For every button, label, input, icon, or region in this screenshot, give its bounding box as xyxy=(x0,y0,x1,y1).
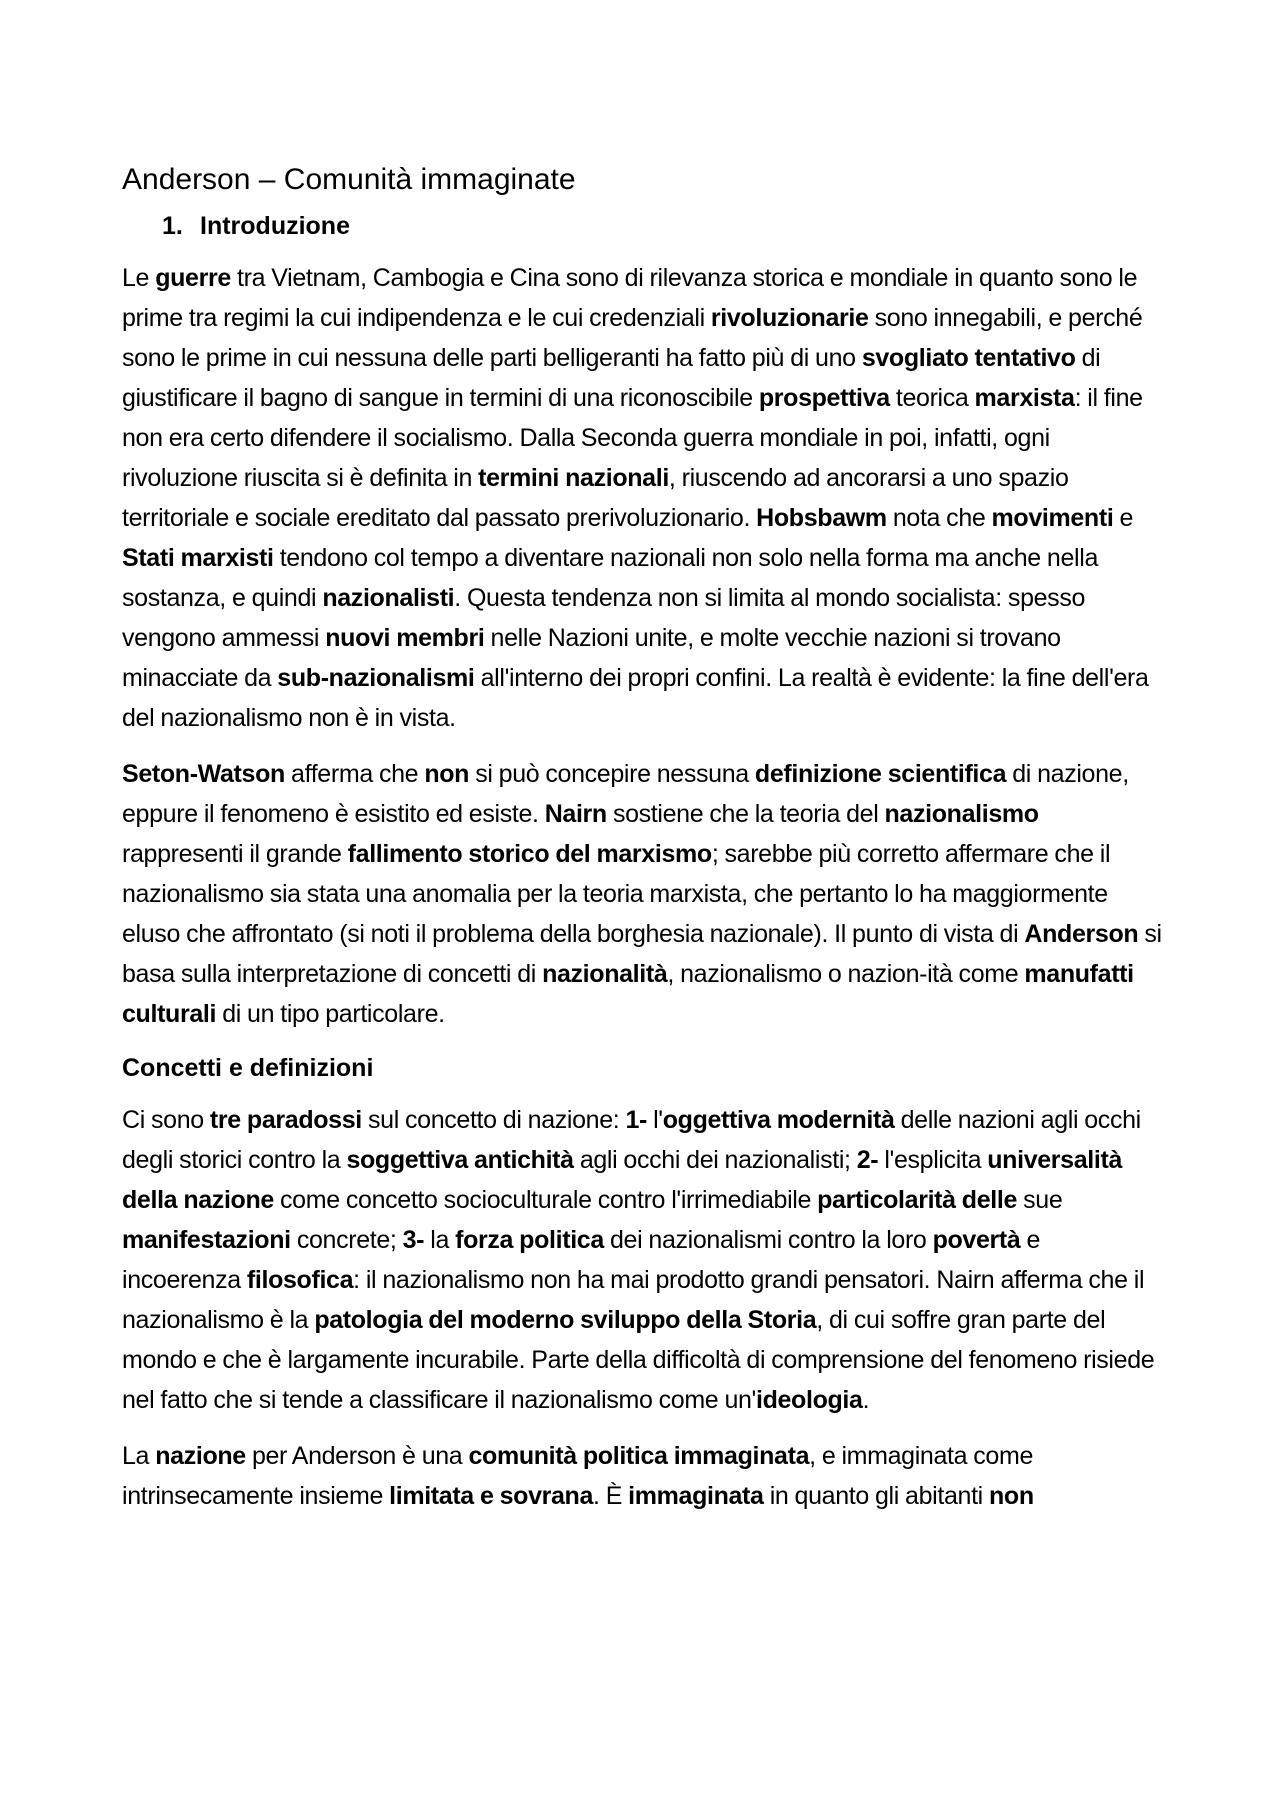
text-run: nelle Nazioni unite, e molte vecchie nazioni si trovano minacciate da xyxy=(122,624,1061,692)
text-run: sul concetto di nazione: xyxy=(361,1106,626,1134)
bold-run: tre paradossi xyxy=(209,1106,362,1134)
bold-run: limitata e sovrana xyxy=(389,1482,594,1510)
bold-run: 1- xyxy=(625,1106,647,1134)
text-run: l'esplicita xyxy=(878,1146,988,1174)
text-run: La xyxy=(122,1442,156,1470)
text-run: , e immaginata come intrinsecamente insieme xyxy=(122,1442,1034,1510)
text-run: di nazione, eppure il fenomeno è esistito ed esiste. xyxy=(122,760,1129,828)
text-run: , riuscendo ad ancorarsi a uno spazio territoriale e sociale ereditato dal passato prerivoluzionario. xyxy=(122,464,1069,532)
text-run: agli occhi dei nazionalisti; xyxy=(573,1146,857,1174)
bold-run: manufatti culturali xyxy=(122,960,1134,1028)
bold-run: 2- xyxy=(856,1146,879,1174)
bold-run: forza politica xyxy=(455,1226,604,1254)
text-run: si basa sulla interpretazione di concetti di xyxy=(122,920,1162,988)
text-run: concrete; xyxy=(290,1226,403,1254)
text-run: e xyxy=(1113,504,1134,532)
bold-run: Hobsbawm xyxy=(756,504,887,532)
bold-run: povertà xyxy=(932,1226,1021,1254)
bold-run: Nairn xyxy=(544,800,607,828)
text-run: : il fine non era certo difendere il socialismo. Dalla Seconda guerra mondiale in poi, infatti, ogni rivoluzione riuscita si è definita in xyxy=(122,384,1143,492)
text-run: teorica xyxy=(889,384,975,412)
bold-run: Stati marxisti xyxy=(122,544,274,572)
text-run: sue xyxy=(1017,1186,1063,1214)
bold-run: soggettiva antichità xyxy=(346,1146,574,1174)
text-run: Le xyxy=(122,264,156,292)
bold-run: sub-nazionalismi xyxy=(277,664,475,692)
bold-run: prospettiva xyxy=(758,384,890,412)
bold-run: universalità della nazione xyxy=(122,1146,1123,1214)
bold-run: guerre xyxy=(155,264,231,292)
text-run: l' xyxy=(647,1106,663,1134)
bold-run: nazionalisti xyxy=(322,584,455,612)
bold-run: nazione xyxy=(155,1442,246,1470)
bold-run: non xyxy=(988,1482,1034,1510)
text-run: , nazionalismo o nazion-ità come xyxy=(667,960,1025,988)
text-run: afferma che xyxy=(284,760,425,788)
text-run: come concetto socioculturale contro l'irrimediabile xyxy=(273,1186,818,1214)
paragraph-nazione xyxy=(122,1436,1162,1516)
bold-run: fallimento storico del marxismo xyxy=(347,840,712,868)
bold-run: Seton-Watson xyxy=(122,760,285,788)
text-run: , di cui soffre gran parte del mondo e che è largamente incurabile. Parte della difficoltà di comprensione del fenomeno risiede nel fatto che si tende a classificare il nazionalismo come un' xyxy=(122,1306,1155,1414)
text-run: e incoerenza xyxy=(122,1226,1041,1294)
text-run: all'interno dei propri confini. La realtà è evidente: la fine dell'era del nazionalismo non è in vista. xyxy=(122,664,1149,732)
text-run: si può concepire nessuna xyxy=(469,760,755,788)
text-run: dei nazionalismi contro la loro xyxy=(603,1226,933,1254)
text-run: in quanto gli abitanti xyxy=(763,1482,989,1510)
bold-run: marxista xyxy=(974,384,1075,412)
paragraph-paradossi xyxy=(122,1100,1162,1420)
text-run: tra Vietnam, Cambogia e Cina sono di rilevanza storica e mondiale in quanto sono le prime tra regimi la cui indipendenza e le cui credenziali xyxy=(122,264,1138,332)
bold-run: 3- xyxy=(402,1226,425,1254)
text-run: ; sarebbe più corretto affermare che il nazionalismo sia stata una anomalia per la teoria marxista, che pertanto lo ha maggiormente eluso che affrontato (si noti il problema della borghesia nazionale). Il punto di vista di xyxy=(122,840,1111,948)
bold-run: svogliato tentativo xyxy=(861,344,1076,372)
bold-run: patologia del moderno sviluppo della Storia xyxy=(314,1306,817,1334)
text-run: : il nazionalismo non ha mai prodotto grandi pensatori. Nairn afferma che il nazionalismo è la xyxy=(122,1266,1145,1334)
text-run: sostiene che la teoria del xyxy=(606,800,885,828)
text-run: rappresenti il grande xyxy=(122,840,348,868)
text-run: delle nazioni agli occhi degli storici contro la xyxy=(122,1106,1141,1174)
bold-run: termini nazionali xyxy=(478,464,669,492)
text-run: di giustificare il bagno di sangue in termini di una riconoscibile xyxy=(122,344,1101,412)
bold-run: rivoluzionarie xyxy=(710,304,869,332)
bold-run: ideologia xyxy=(755,1386,863,1414)
bold-run: non xyxy=(424,760,470,788)
text-run: per Anderson è una xyxy=(245,1442,469,1470)
bold-run: oggettiva modernità xyxy=(662,1106,895,1134)
text-run: la xyxy=(424,1226,456,1254)
bold-run: Anderson xyxy=(1024,920,1139,948)
text-run: Ci sono xyxy=(122,1106,210,1134)
bold-run: comunità politica immaginata xyxy=(468,1442,810,1470)
bold-run: definizione scientifica xyxy=(754,760,1007,788)
text-run: nota che xyxy=(886,504,992,532)
section-heading xyxy=(162,208,1162,244)
paragraph-intro xyxy=(122,258,1162,738)
document-page xyxy=(122,150,1162,1532)
text-run: di un tipo particolare. xyxy=(216,1000,445,1028)
text-run: . È xyxy=(593,1482,629,1510)
section-number: 1. xyxy=(162,212,183,240)
text-run: tendono col tempo a diventare nazionali non solo nella forma ma anche nella sostanza, e quindi xyxy=(122,544,1099,612)
text-run: . xyxy=(862,1386,870,1414)
text-run: sono innegabili, e perché sono le prime in cui nessuna delle parti belligeranti ha fatto più di uno xyxy=(122,304,1143,372)
bold-run: movimenti xyxy=(991,504,1114,532)
text-run: . Questa tendenza non si limita al mondo socialista: spesso vengono ammessi xyxy=(122,584,1086,652)
bold-run: immaginata xyxy=(628,1482,764,1510)
bold-run: nazionalismo xyxy=(884,800,1039,828)
bold-run: filosofica xyxy=(246,1266,354,1294)
bold-run: nuovi membri xyxy=(325,624,485,652)
bold-run: particolarità delle xyxy=(817,1186,1018,1214)
bold-run: nazionalità xyxy=(542,960,668,988)
bold-run: manifestazioni xyxy=(122,1226,291,1254)
subheading-concetti: Concetti e definizioni xyxy=(122,1054,374,1082)
section-label: Introduzione xyxy=(200,212,350,240)
paragraph-seton-watson xyxy=(122,754,1162,1034)
document-title: Anderson – Comunità immaginate xyxy=(122,163,576,196)
